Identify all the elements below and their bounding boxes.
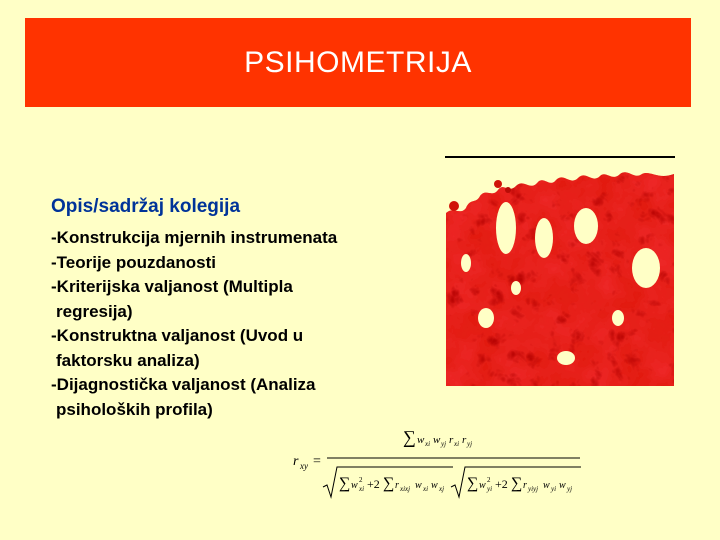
title-banner [25, 18, 691, 107]
svg-text:+2: +2 [495, 477, 508, 491]
svg-text:xi: xi [359, 485, 365, 493]
list-item-line: -Teorije pouzdanosti [51, 252, 216, 272]
red-texture-image [446, 168, 674, 386]
svg-text:r: r [449, 434, 454, 446]
svg-text:=: = [313, 454, 321, 469]
list-item [51, 226, 431, 251]
svg-text:xj: xj [439, 485, 445, 493]
list-item-line: -Kriterijska valjanost (Multipla [51, 277, 293, 296]
svg-text:xi: xi [454, 440, 460, 448]
svg-text:r: r [395, 480, 399, 491]
svg-text:w: w [543, 480, 550, 491]
svg-text:xixj: xixj [400, 485, 411, 493]
decorative-rule [445, 156, 675, 158]
svg-text:w: w [417, 434, 425, 446]
list-item [51, 275, 431, 324]
svg-text:∑: ∑ [383, 475, 395, 492]
svg-text:w: w [559, 480, 566, 491]
svg-text:w: w [431, 480, 438, 491]
svg-text:yi: yi [487, 485, 493, 493]
svg-text:∑: ∑ [339, 475, 351, 492]
svg-text:∑: ∑ [403, 427, 416, 447]
svg-text:w: w [433, 434, 441, 446]
correlation-formula [285, 425, 585, 505]
list-item-continuation: regresija) [56, 301, 133, 321]
svg-text:2: 2 [359, 476, 363, 484]
svg-text:yiyj: yiyj [528, 485, 539, 493]
svg-text:yj: yj [567, 485, 573, 493]
course-description [51, 196, 431, 422]
svg-text:∑: ∑ [511, 475, 523, 492]
svg-text:xi: xi [425, 440, 431, 448]
svg-text:∑: ∑ [467, 475, 479, 492]
svg-text:r: r [293, 454, 299, 469]
svg-text:r: r [523, 480, 527, 491]
svg-text:w: w [415, 480, 422, 491]
svg-text:2: 2 [487, 476, 491, 484]
svg-text:xi: xi [423, 485, 429, 493]
list-item-continuation: psiholoških profila) [56, 399, 213, 419]
section-heading: Opis/sadržaj kolegija [51, 196, 241, 217]
svg-text:w: w [351, 480, 358, 491]
svg-text:xy: xy [300, 461, 308, 471]
list-item [51, 324, 431, 373]
svg-text:yi: yi [551, 485, 557, 493]
svg-text:yj: yj [441, 440, 447, 448]
list-item [51, 373, 431, 422]
svg-text:yj: yj [467, 440, 473, 448]
svg-text:r: r [462, 434, 467, 446]
svg-text:+2: +2 [367, 477, 380, 491]
list-item [51, 251, 431, 276]
list-item-line: -Konstruktna valjanost (Uvod u [51, 326, 304, 345]
list-item-line: -Dijagnostička valjanost (Analiza [51, 375, 316, 394]
list-item-continuation: faktorsku analiza) [56, 350, 200, 370]
svg-text:w: w [479, 480, 486, 491]
list-item-line: -Konstrukcija mjernih instrumenata [51, 228, 338, 247]
slide-title: PSIHOMETRIJA [244, 45, 472, 79]
topic-list [51, 226, 431, 422]
